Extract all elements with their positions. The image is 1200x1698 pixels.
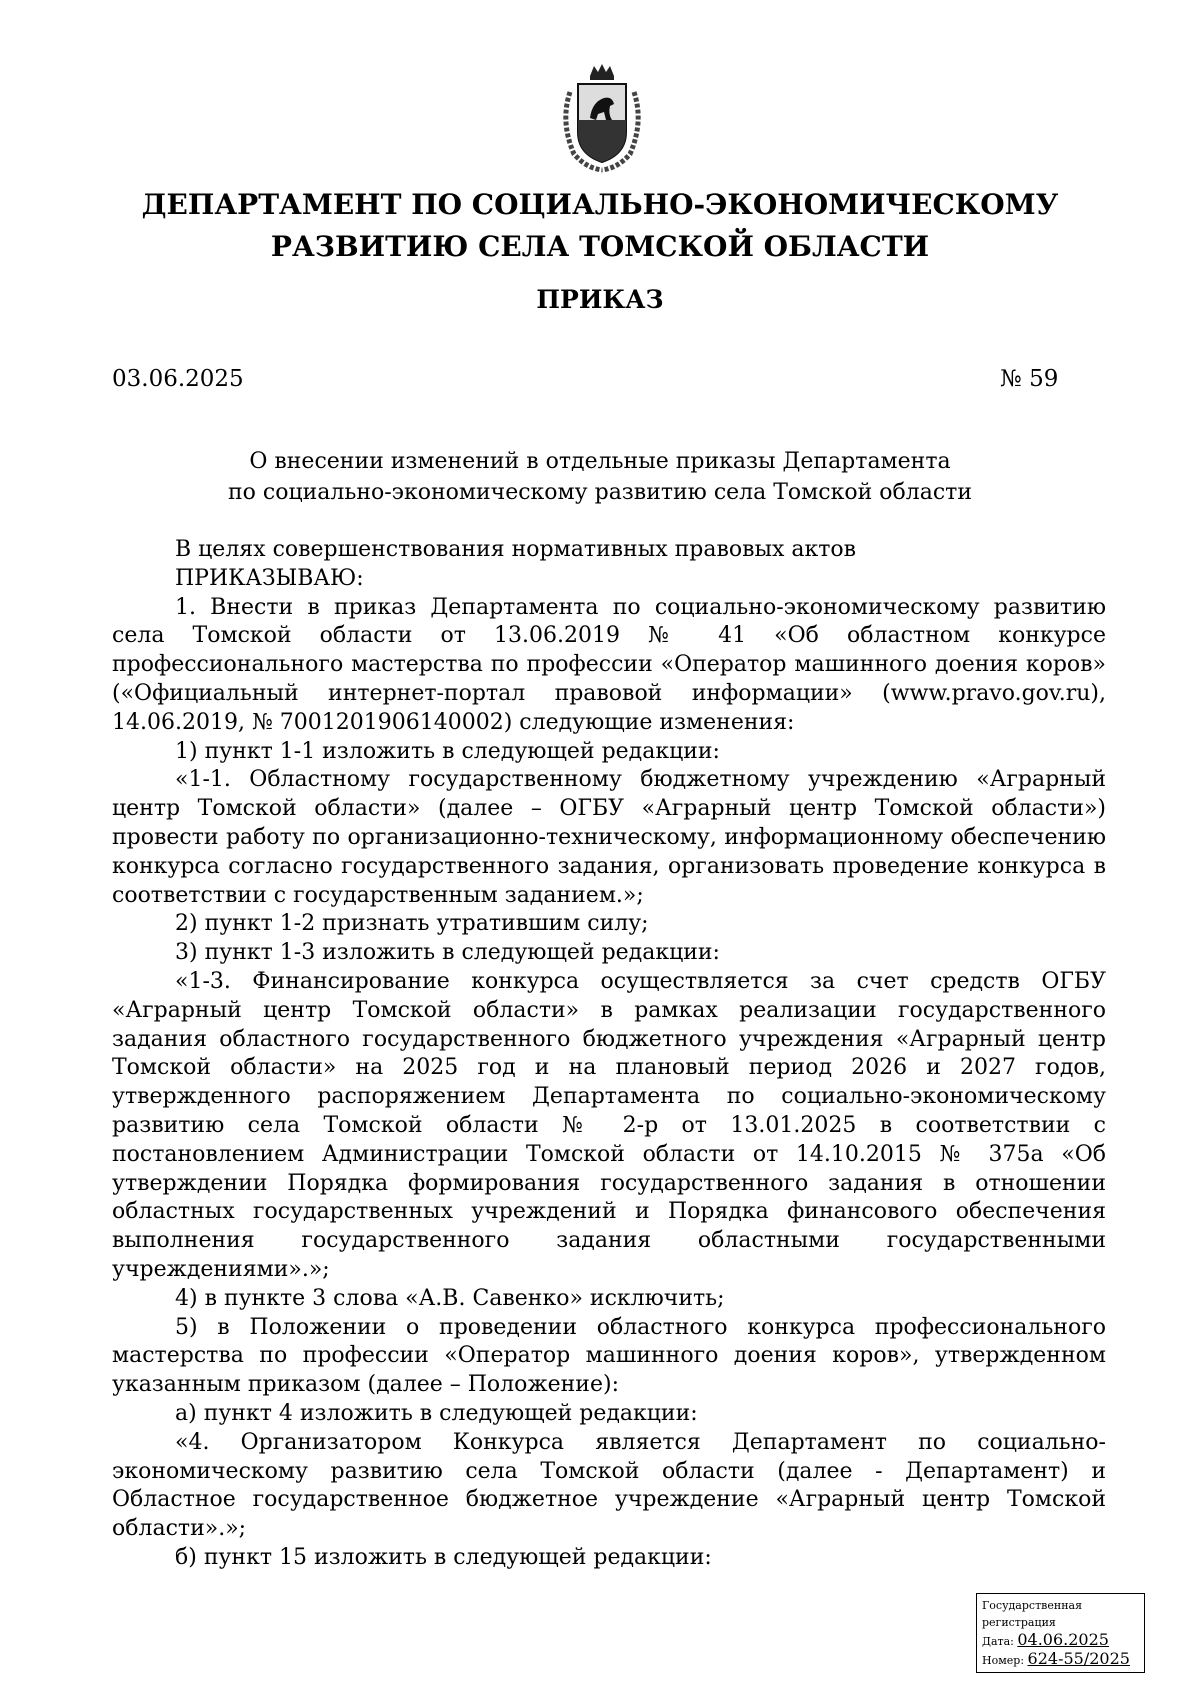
paragraph: 4) в пункте 3 слова «А.В. Савенко» исключить;	[175, 1285, 725, 1311]
document-date: 03.06.2025	[112, 366, 244, 392]
paragraph: 1) пункт 1-1 изложить в следующей редакции:	[175, 738, 720, 764]
paragraph: 3) пункт 1-3 изложить в следующей редакции:	[175, 940, 720, 966]
stamp-date-value: 04.06.2025	[1017, 1630, 1109, 1649]
paragraph: 5) в Положении о проведении областного конкурса профессионального мастерства по профессии «Оператор машинного доения коров», утвержденном указанным приказом (далее – Положение):	[112, 1314, 1106, 1398]
stamp-number-label: Номер:	[982, 1654, 1025, 1667]
document-number: № 59	[1000, 366, 1059, 392]
stamp-date-row	[982, 1631, 1139, 1650]
document-body	[112, 536, 1106, 1573]
paragraph: «1-1. Областному государственному бюджетному учреждению «Аграрный центр Томской области» (далее – ОГБУ «Аграрный центр Томской области») провести работу по организационно-техническому, информационному обеспечению конкурса согласно государственного задания, организовать проведение конкурса в соответствии с государственным заданием.»;	[112, 767, 1106, 908]
stamp-date-label: Дата:	[982, 1635, 1014, 1648]
paragraph: б) пункт 15 изложить в следующей редакции:	[175, 1544, 712, 1570]
subject-line: О внесении изменений в отдельные приказы Департамента	[249, 449, 951, 474]
stamp-number-row	[982, 1650, 1139, 1669]
paragraph: 1. Внести в приказ Департамента по социально-экономическому развитию села Томской области от 13.06.2019 № 41 «Об областном конкурсе профессионального мастерства по профессии «Оператор машинного доения коров» («Официальный интернет-портал правовой информации» (www.pravo.gov.ru), 14.06.2019, № 7001201906140002) следующие изменения:	[112, 594, 1106, 735]
subject-line: по социально-экономическому развитию села Томской области	[227, 480, 972, 505]
paragraph-preamble: В целях совершенствования нормативных правовых актов	[175, 537, 857, 562]
stamp-number-value: 624-55/2025	[1027, 1649, 1130, 1668]
paragraph: а) пункт 4 изложить в следующей редакции:	[175, 1400, 698, 1426]
coat-of-arms-icon	[556, 62, 648, 174]
department-title-line1: ДЕПАРТАМЕНТ ПО СОЦИАЛЬНО-ЭКОНОМИЧЕСКОМУ	[141, 188, 1059, 221]
paragraph: «1-3. Финансирование конкурса осуществляется за счет средств ОГБУ «Аграрный центр Томской области» в рамках реализации государственного задания областного государственного бюджетного учреждения «Аграрный центр Томской области» на 2025 год и на плановый период 2026 и 2027 годов, утвержденного распоряжением Департамента по социально-экономическому развитию села Томской области № 2-р от 13.01.2025 в соответствии с постановлением Администрации Томской области от 14.10.2015 № 375а «Об утверждении Порядка формирования государственного задания в отношении областных государственных учреждений и Порядка финансового обеспечения выполнения государственного задания областными государственными учреждениями».»;	[112, 968, 1106, 1282]
paragraph: «4. Организатором Конкурса является Департамент по социально-экономическому развитию села Томской области (далее - Департамент) и Областное государственное бюджетное учреждение «Аграрный центр Томской области».»;	[112, 1429, 1106, 1542]
document-subject	[100, 446, 1100, 508]
registration-stamp	[976, 1593, 1145, 1673]
stamp-title: Государственная регистрация	[982, 1599, 1083, 1629]
document-type: ПРИКАЗ	[536, 285, 664, 314]
paragraph: 2) пункт 1-2 признать утратившим силу;	[175, 911, 649, 937]
paragraph-order-word: ПРИКАЗЫВАЮ:	[175, 565, 364, 591]
department-title-line2: РАЗВИТИЮ СЕЛА ТОМСКОЙ ОБЛАСТИ	[270, 230, 930, 263]
